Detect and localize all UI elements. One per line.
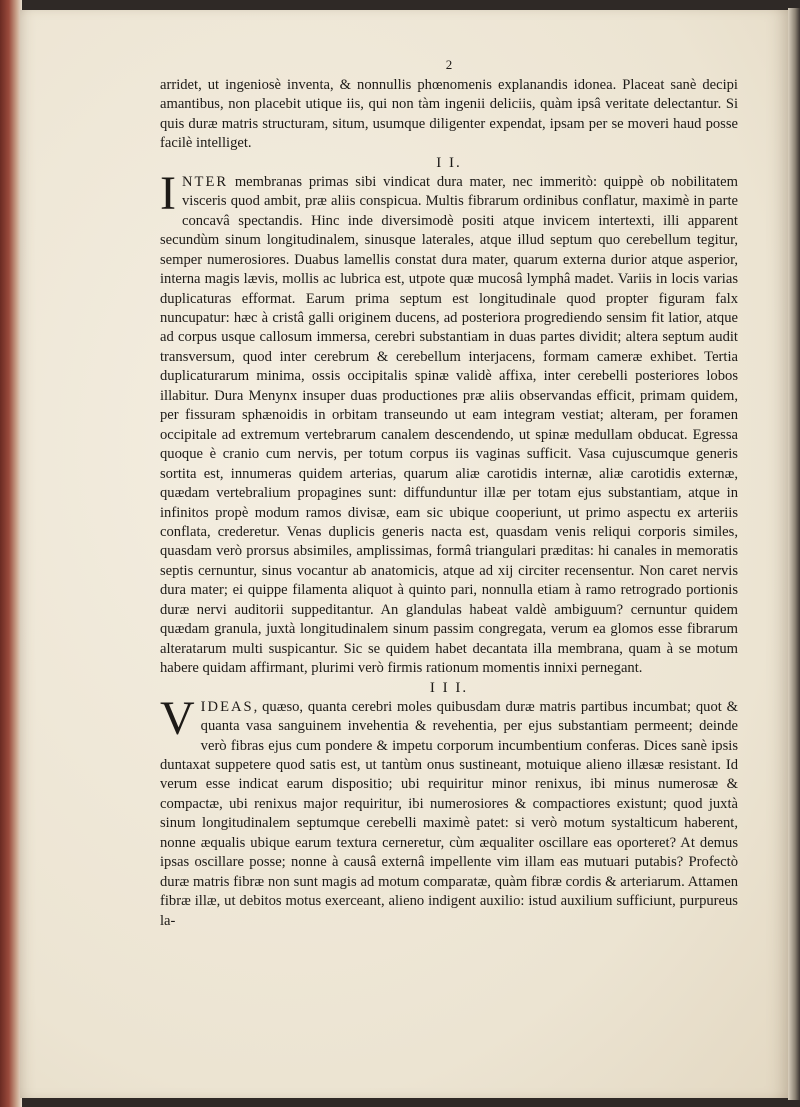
section-2-paragraph <box>160 166 738 679</box>
section-2-lead-word: NTER <box>181 173 229 190</box>
page-number: 2 <box>445 57 453 72</box>
section-3-paragraph <box>160 691 738 931</box>
page-text-block <box>160 58 738 931</box>
section-number-3: I I I. <box>429 679 469 696</box>
section-number-2: I I. <box>436 154 462 171</box>
book-binding-edge <box>0 0 22 1107</box>
intro-paragraph: arridet, ut ingeniosè inventa, & nonnullis phœnomenis explanandis idonea. Placeat sanè decipi amantibus, non placebit utique iis, qui non tàm ingenii deliciis, quàm ipsâ veritate delectantur. Si quis duræ matris structuram, situm, usumque diligenter expendat, ipsam per se moveri haud posse facilè intelliget. <box>160 77 738 152</box>
page-stack-edge <box>788 8 800 1100</box>
section-3-lead-word: IDEAS <box>200 698 254 715</box>
drop-cap-v: V <box>160 691 195 745</box>
drop-cap-i: I <box>160 166 176 220</box>
section-2-text: membranas primas sibi vindicat dura mater, nec immeritò: quippè ob nobilitatem visceris quod ambit, præ aliis conspicua. Multis fibrarum ordinibus conflatur, maximè in parte concavâ spectandis. Hinc inde diversimodè positi atque invicem intertexti, illi apparent secundùm sinum longitudinalem, sinusque laterales, atque illud septum quo cerebellum tegitur, semper numerosiores. Duabus lamellis constat dura mater, quarum externa durior atque asperior, interna magis lævis, mollis ac lubrica est, utpote quæ mucosâ lymphâ madet. Variis in locis varias duplicaturas efformat. Earum prima septum est longitudinale quod propter figuram falx nuncupatur: hæc à cristâ galli originem ducens, ad posteriora progrediendo sensim fit latior, atque ad corpus usque callosum immersa, cerebri substantiam in duas partes dividit; altera septum audit transversum, quod inter cerebrum & cerebellum interjacens, formam cameræ exhibet. Tertia duplicaturarum minima, ossis occipitalis spinæ validè affixa, inter cerebelli posteriores lobos illabitur. Dura Menynx insuper duas productiones præ aliis observandas efficit, primam quidem, per fissuram sphænoidis in orbitam transeundo ut eam integram vestiat; alteram, per foramen occipitale ad extremum vertebrarum canalem descendendo, ut spinæ medullam obducat. Egressa quoque è cranio cum nervis, per totum corpus iis vaginas sufficit. Vasa cujuscumque generis sortita est, innumeras quidem arterias, quarum aliæ carotidis internæ, aliæ carotidis externæ, quædam vertebralium propagines sunt: diffunduntur illæ per totam ejus substantiam, atque in infinitos propè modum ramos divisæ, eam sic ubique cooperiunt, ut primo aspectu ex arteriis conflata, crederetur. Venas duplicis generis nacta est, quasdam venis reliqui corporis similes, quasdam verò prorsus absimiles, amplissimas, formâ triangulari præditas: hi canales in memoratis septis cernuntur, sinus vocantur ab anatomicis, atque ad xij circiter recensentur. Non caret nervis dura mater; ei quippe filamenta aliquot à quinto pari, nonnulla etiam à ramo retrogrado portionis duræ nervi auditorii suppeditantur. An glandulas habeat valdè ambiguum? cernuntur quidem quædam granula, juxtà longitudinalem sinum passim congregata, verum ea glomos esse fibrarum alteratarum multi suspicantur. Sic se quidem habet decantata illa membrana, quam à se motum habere quidam affirmant, plurimi verò firmis rationum momentis innixi pernegant. <box>160 173 738 677</box>
section-3-text: , quæso, quanta cerebri moles quibusdam duræ matris partibus incumbat; quot & quanta vasa sanguinem invehentia & revehentia, per ejus substantiam permeent; deinde verò fibras ejus cum pondere & impetu corporum incumbentium conferas. Dices sanè ipsis duntaxat suppetere quod satis est, ut tantùm onus sustineant, motuique alieno illæsæ resistant. Id verum esse indicat earum dispositio; ubi requiritur minor renixus, ibi minus numerosæ & compactæ, ubi renixus major requiritur, ibi numerosiores & compactiores existunt; quod juxtà sinum longitudinalem septumque cerebelli maximè patet: si verò motum systalticum haberent, nonne æqualis ubique earum textura cerneretur, cùm æqualiter oscillare eas oporteret? At demus ipsas oscillare posse; nonne à causâ externâ impellente vim illam eas mutuari putabis? Profectò duræ matris fibræ non sunt magis ad motum comparatæ, quàm fibræ cordis & arteriarum. Attamen fibræ illæ, ut debitos motus exerceant, alieno indigent auxilio: istud auxilium sufficiunt, purpureus la- <box>160 698 738 929</box>
